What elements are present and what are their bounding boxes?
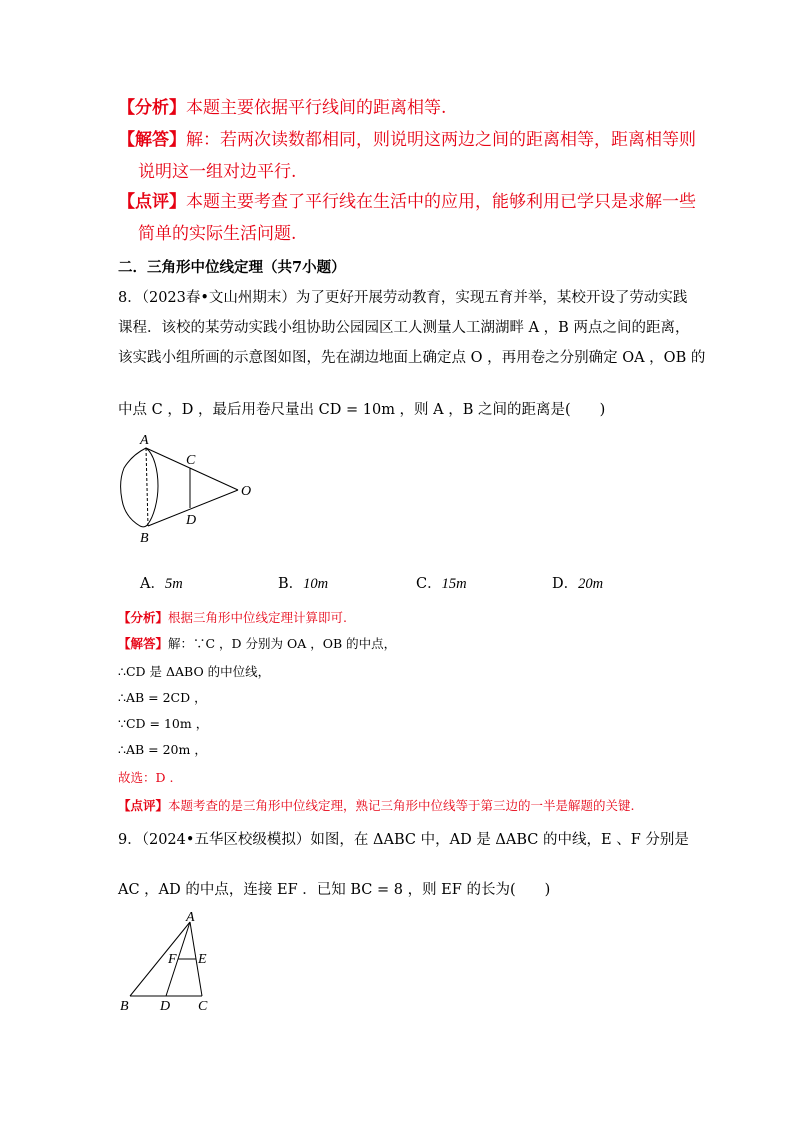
- q9-line2: AC ，AD 的中点，连接 EF ．已知 BC = 8 ，则 EF 的长为( ): [118, 882, 551, 898]
- q9-line1: 9．（2024•五华区校级模拟）如图，在 ΔABC 中，AD 是 ΔABC 的中线，E 、F 分别是: [118, 832, 689, 848]
- q8-label-o: O: [241, 484, 252, 499]
- q8-step-1: ∴CD 是 ΔABO 的中位线，: [118, 664, 271, 679]
- q8-comment: 【点评】本题考查的是三角形中位线定理，熟记三角形中位线等于第三边的一半是解题的关键.: [118, 798, 635, 813]
- q8-line4: 中点 C ，D ，最后用卷尺量出 CD = 10m ，则 A ，B 之间的距离是( ): [118, 402, 606, 418]
- q9-label-a: A: [186, 910, 195, 925]
- q8-option-d[interactable]: D．20m: [552, 576, 604, 592]
- prev-answer-line2: 说明这一组对边平行.: [138, 162, 297, 182]
- q8-label-a: A: [140, 433, 149, 448]
- prev-analysis: 【分析】本题主要依据平行线间的距离相等.: [118, 98, 447, 118]
- q8-label-b: B: [140, 531, 149, 545]
- q8-answer: 【解答】解：∵C ，D 分别为 OA ，OB 的中点，: [118, 636, 397, 651]
- q8-label-d: D: [186, 513, 197, 528]
- q8-line3: 该实践小组所画的示意图如图，先在湖边地面上确定点 O ，再用卷之分别确定 OA ，OB 的: [118, 350, 706, 366]
- q8-option-b[interactable]: B．10m: [278, 576, 329, 592]
- q8-analysis: 【分析】根据三角形中位线定理计算即可.: [118, 610, 347, 625]
- q9-label-f: F: [168, 952, 177, 967]
- prev-comment-line2: 简单的实际生活问题.: [138, 224, 297, 244]
- q8-step-4: ∴AB = 20m ，: [118, 742, 207, 757]
- q8-choice: 故选：D .: [118, 770, 174, 785]
- q8-step-3: ∵CD = 10m ，: [118, 716, 209, 731]
- q8-line2: 课程．该校的某劳动实践小组协助公园园区工人测量人工湖湖畔 A ，B 两点之间的距离，: [118, 320, 690, 336]
- q8-figure: [110, 430, 260, 545]
- q9-label-b: B: [120, 999, 129, 1014]
- q8-line1: 8．（2023春•文山州期末）为了更好开展劳动教育，实现五育并举，某校开设了劳动实践: [118, 290, 688, 306]
- section-title: 二．三角形中位线定理（共7小题）: [118, 259, 346, 276]
- q8-label-c: C: [186, 453, 196, 468]
- q9-label-d: D: [160, 999, 171, 1014]
- q8-step-2: ∴AB = 2CD ，: [118, 690, 207, 705]
- prev-comment-line1: 【点评】本题主要考查了平行线在生活中的应用，能够利用已学只是求解一些: [118, 192, 696, 212]
- q9-label-e: E: [198, 952, 207, 967]
- q8-option-c[interactable]: C．15m: [416, 576, 467, 592]
- q9-label-c: C: [198, 999, 208, 1014]
- q8-option-a[interactable]: A．5m: [140, 576, 183, 592]
- q9-figure: [112, 908, 232, 1016]
- prev-answer-line1: 【解答】解：若两次读数都相同，则说明这两边之间的距离相等，距离相等则: [118, 130, 696, 150]
